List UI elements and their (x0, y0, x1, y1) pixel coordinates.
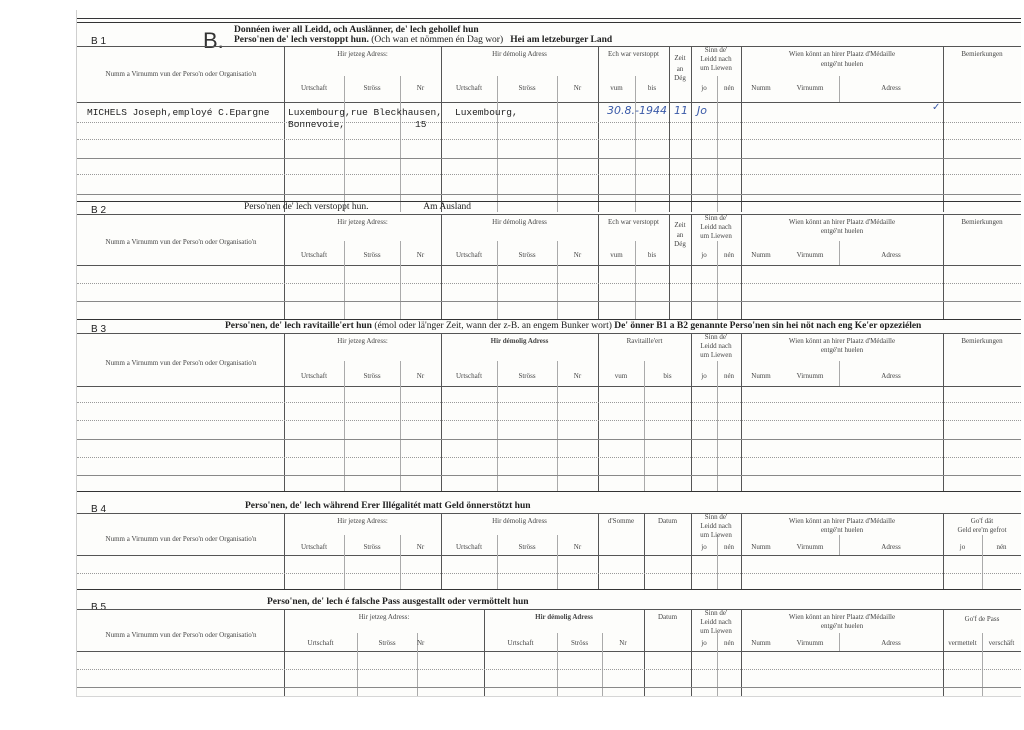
urtschaft-label: Urtschaft (307, 639, 334, 647)
numm-label: Numm (751, 251, 771, 259)
virnumm-label: Virnumm (796, 543, 824, 551)
entry-name: MICHELS Joseph,employé C.Epargne (87, 107, 270, 118)
vum-label: vum (614, 372, 628, 380)
hidden-header: Ech war verstoppt (608, 50, 659, 58)
leidd-label: Leidd nach (700, 223, 732, 231)
nr-label: Nr (417, 639, 425, 647)
current-address-header: Hir jetzeg Adress: (337, 50, 388, 58)
urtschaft-label-prev: Urtschaft (455, 543, 483, 551)
money-returned-header: Geld ere'm gefrot (957, 526, 1007, 534)
stross-label: Ströss (378, 639, 396, 647)
remarks-header: Bemierkungen (961, 337, 1003, 345)
sinn-label: Sinn de' (704, 609, 728, 617)
section-b5 (77, 589, 1021, 696)
entry-days: 11 (674, 104, 688, 117)
numm-label: Numm (751, 372, 771, 380)
remarks-header: Bemierkungen (961, 50, 1003, 58)
sinn-label: Sinn de' (704, 513, 728, 521)
stross-label: Ströss (363, 84, 381, 92)
bis-label: bis (663, 372, 672, 380)
nen-label: nén (723, 251, 735, 259)
jo-label: jo (701, 372, 707, 380)
arranged-label: vermettelt (948, 639, 977, 647)
entry-current-address-2: Bonnevoie, (288, 119, 346, 130)
form-sheet (76, 10, 1021, 697)
nr-label: Nr (416, 84, 425, 92)
name-header: Numm a Virnumm vun der Perso'n oder Organisatio'n (105, 238, 257, 246)
entry-still-alive: Jo (697, 104, 707, 117)
nen-label: nén (723, 639, 735, 647)
section-title: Perso'nen, de' lech ravitaille'ert hun (émol oder lä'nger Zeit, wann der z-B. an engem Bunker wort) De' önner B1 a B2 genannte Perso'nen sin hei nöt nach eng Ke'er opzeziélen (225, 321, 922, 331)
name-header: Numm a Virnumm vun der Perso'n oder Organisatio'n (105, 70, 257, 78)
stross-label: Ströss (363, 372, 381, 380)
adress-label: Adress (881, 543, 901, 551)
previous-address-header: Hir démolig Adress (490, 337, 549, 345)
numm-label: Numm (751, 639, 771, 647)
amount-header: d'Somme (607, 517, 635, 525)
deg-label: Dég (674, 74, 686, 82)
zeit-label: Zeit (674, 54, 686, 62)
stross-label-prev: Ströss (570, 639, 589, 647)
zeit-label: Zeit (674, 221, 686, 229)
previous-address-header: Hir démolig Adress (492, 517, 547, 525)
urtschaft-label-prev: Urtschaft (507, 639, 534, 647)
urtschaft-label: Urtschaft (300, 543, 328, 551)
nr-label: Nr (416, 543, 425, 551)
entry-current-address-1: Luxembourg,rue Bleckhausen, (288, 107, 442, 118)
ravitaillert-header: Ravitaille'ert (626, 337, 663, 345)
entry-hidden-from: 30.8.-1944 (607, 104, 667, 117)
stross-label-prev: Ströss (518, 372, 536, 380)
nr-label-prev: Nr (619, 639, 627, 647)
section-title: Perso'nen, de' lech während Erer Illégalitét matt Geld önnerstötzt hun (245, 501, 531, 511)
section-b2 (77, 201, 1021, 319)
liewen-label: um Liewen (700, 627, 732, 635)
sinn-label: Sinn de' (704, 214, 728, 222)
nr-label: Nr (416, 372, 425, 380)
section-code: B 1 (91, 36, 107, 47)
liewen-label: um Liewen (700, 64, 732, 72)
sinn-label: Sinn de' (704, 46, 728, 54)
section-title: Perso'nen de' lech verstoppt hun. Am Ausland (244, 202, 472, 212)
sinn-label: Sinn de' (704, 333, 728, 341)
top-rule (77, 18, 1021, 19)
stross-label: Ströss (363, 543, 381, 551)
liewen-label: um Liewen (700, 531, 732, 539)
previous-address-header: Hir démolig Adress (535, 613, 593, 621)
numm-label: Numm (751, 84, 771, 92)
nen-label: nén (723, 372, 735, 380)
stross-label-prev: Ströss (518, 84, 536, 92)
current-address-header: Hir jetzeg Adress: (337, 218, 388, 226)
nr-label: Nr (416, 251, 425, 259)
an-label: an (676, 65, 684, 73)
date-header: Datum (657, 613, 678, 621)
virnumm-label: Virnumm (796, 639, 824, 647)
liewen-label: um Liewen (700, 351, 732, 359)
stross-label: Ströss (363, 251, 381, 259)
medal-header-2: entgé'nt huelen (820, 227, 864, 235)
virnumm-label: Virnumm (796, 251, 824, 259)
current-address-header: Hir jetzeg Adress: (358, 613, 410, 621)
adress-label: Adress (881, 84, 901, 92)
section-letter: B. (203, 28, 224, 53)
deg-label: Dég (674, 240, 686, 248)
nr-label-prev: Nr (573, 372, 582, 380)
urtschaft-label-prev: Urtschaft (455, 251, 483, 259)
jo-label: jo (701, 639, 707, 647)
procured-label: verschäft (988, 639, 1015, 647)
liewen-label: um Liewen (700, 232, 732, 240)
entry-current-number: 15 (415, 119, 427, 130)
medal-header: Wien könnt an hirer Plaatz d'Médaille (788, 50, 896, 58)
entry-previous-address: Luxembourg, (455, 107, 518, 118)
urtschaft-label: Urtschaft (300, 372, 328, 380)
virnumm-label: Virnumm (796, 84, 824, 92)
medal-header-2: entgé'nt huelen (820, 622, 864, 630)
nen-label: nén (723, 543, 735, 551)
adress-label: Adress (881, 639, 901, 647)
jo-label: jo (701, 251, 707, 259)
medal-header-2: entgé'nt huelen (820, 526, 864, 534)
section-code: B 4 (91, 504, 107, 515)
urtschaft-label: Urtschaft (300, 84, 328, 92)
medal-header: Wien könnt an hirer Plaatz d'Médaille (788, 218, 896, 226)
section-b1 (77, 22, 1021, 212)
nr-label-prev: Nr (573, 543, 582, 551)
remarks-header: Bemierkungen (961, 218, 1003, 226)
medal-header: Wien könnt an hirer Plaatz d'Médaille (788, 613, 896, 621)
name-header: Numm a Virnumm vun der Perso'n oder Organisatio'n (105, 631, 257, 639)
jo-label: jo (701, 84, 707, 92)
leidd-label: Leidd nach (700, 55, 732, 63)
vum-label: vum (610, 251, 623, 259)
nen-label: nén (723, 84, 735, 92)
adress-label: Adress (881, 251, 901, 259)
section-title-line2: Perso'nen de' lech verstoppt hun. (Och wan et nömmen én Dag wor) Hei am letzeburger Land (234, 35, 613, 45)
previous-address-header: Hir démolig Adress (492, 218, 547, 226)
section-title: Perso'nen, de' lech é falsche Pass ausgestallt oder vermöttelt hun (267, 597, 529, 607)
nr-label-prev: Nr (573, 251, 582, 259)
leidd-label: Leidd nach (700, 342, 732, 350)
numm-label: Numm (751, 543, 771, 551)
name-header: Numm a Virnumm vun der Perso'n oder Organisatio'n (105, 359, 257, 367)
name-header: Numm a Virnumm vun der Perso'n oder Organisatio'n (105, 535, 257, 543)
medal-header-2: entgé'nt huelen (820, 346, 864, 354)
check-mark-icon: ✓ (932, 102, 941, 113)
urtschaft-label-prev: Urtschaft (455, 84, 483, 92)
leidd-label: Leidd nach (700, 522, 732, 530)
stross-label-prev: Ströss (518, 543, 536, 551)
section-b4 (77, 491, 1021, 589)
jo-label: jo (701, 543, 707, 551)
section-code: B 5 (91, 602, 107, 613)
virnumm-label: Virnumm (796, 372, 824, 380)
section-b3 (77, 319, 1021, 491)
bis-label: bis (647, 84, 657, 92)
given-header: Go'f dät (970, 517, 994, 525)
date-header: Datum (657, 517, 678, 525)
medal-header: Wien könnt an hirer Plaatz d'Médaille (788, 517, 896, 525)
leidd-label: Leidd nach (700, 618, 732, 626)
urtschaft-label-prev: Urtschaft (455, 372, 483, 380)
hidden-header: Ech war verstoppt (608, 218, 659, 226)
adress-label: Adress (881, 372, 901, 380)
bis-label: bis (647, 251, 657, 259)
medal-header-2: entgé'nt huelen (820, 60, 864, 68)
current-address-header: Hir jetzeg Adress: (337, 337, 388, 345)
urtschaft-label: Urtschaft (300, 251, 328, 259)
stross-label-prev: Ströss (518, 251, 536, 259)
section-title-line1: Donnéen iwer all Leidd, och Auslänner, de' lech gehollef hun (234, 25, 479, 35)
nen-label-money: nén (996, 543, 1007, 551)
section-code: B 2 (91, 205, 107, 216)
previous-address-header: Hir démolig Adress (492, 50, 547, 58)
section-code: B 3 (91, 324, 107, 335)
pass-header: Go'f de Pass (964, 615, 1000, 623)
medal-header: Wien könnt an hirer Plaatz d'Médaille (788, 337, 896, 345)
an-label: an (676, 231, 684, 239)
jo-label-money: jo (959, 543, 966, 551)
nr-label-prev: Nr (573, 84, 582, 92)
current-address-header: Hir jetzeg Adress: (337, 517, 388, 525)
vum-label: vum (610, 84, 623, 92)
